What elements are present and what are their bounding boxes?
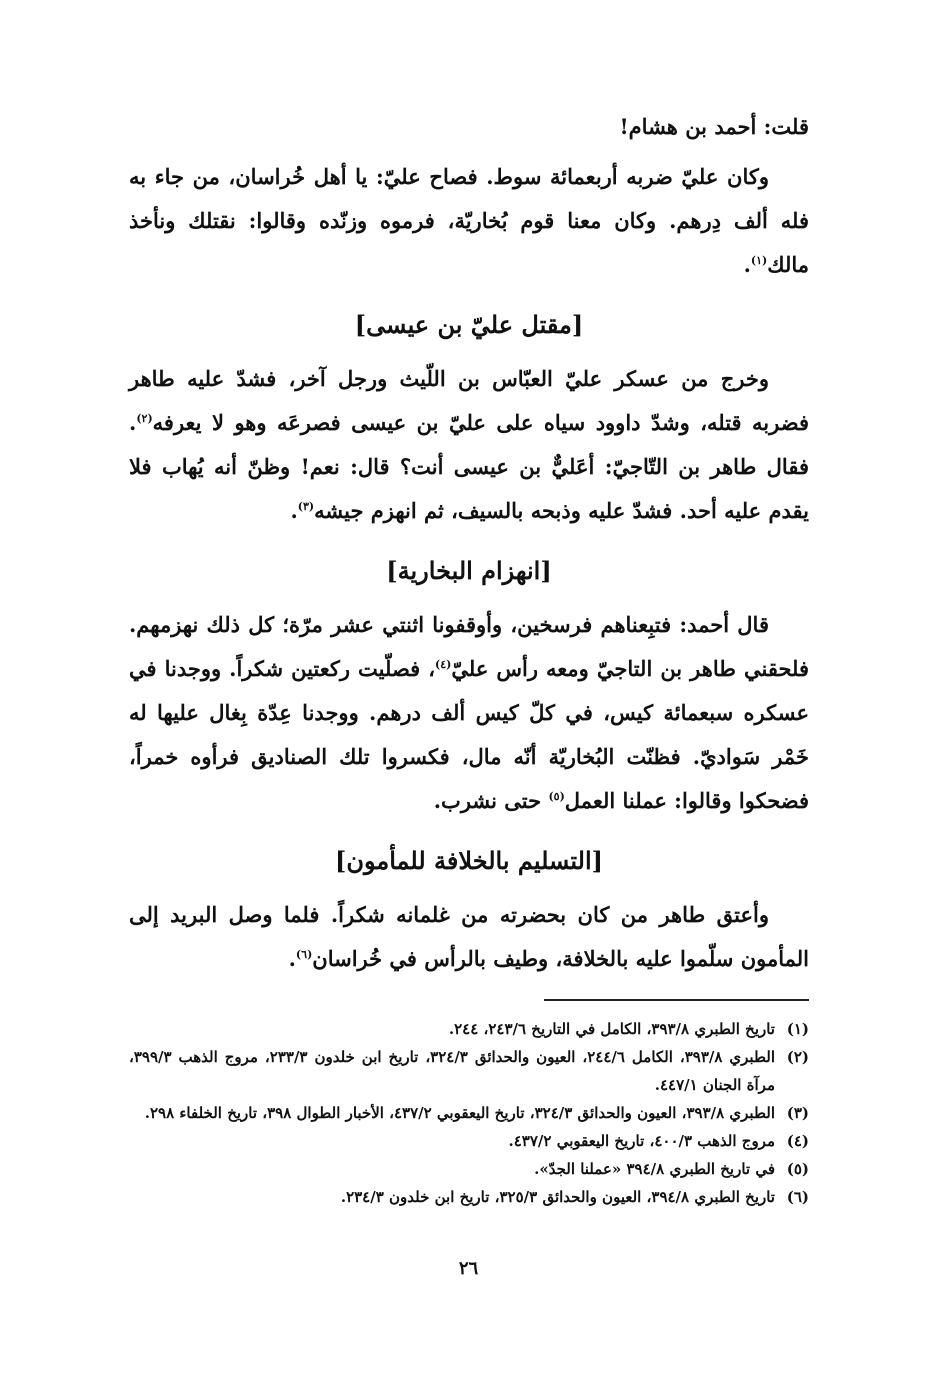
footnote-number: (٥) — [786, 1160, 809, 1178]
footnote-number: (٣) — [786, 1104, 809, 1122]
footnote-text: تاريخ الطبري ٣٩٣/٨، الكامل في التاريخ ٢٤٣/٦، ٢٤٤. — [448, 1020, 775, 1038]
paragraph-3-text-a: قال أحمد: فتبِعناهم فرسخين، وأوقفونا اثنتي عشر مرّة؛ كل ذلك نهزمهم. فلحقني طاهر بن التاجيّ ومعه رأس عليّ — [129, 612, 809, 681]
intro-line: قلت: أحمد بن هشام! — [619, 114, 809, 139]
paragraph-1-text: وكان عليّ ضربه أربعمائة سوط. فصاح عليّ: يا أهل خُراسان، من جاء به فله ألف دِرهم. وكان معنا قوم بُخاريّة، فرموه وزنّده وقالوا: نقتلك ونأخذ مالك — [129, 164, 809, 277]
paragraph-1 — [129, 155, 809, 287]
footnote-number: (٢) — [786, 1048, 809, 1066]
footnote-ref-1: (١) — [750, 254, 768, 267]
footnote-number: (١) — [786, 1020, 809, 1038]
footnote-item — [129, 1127, 809, 1155]
paragraph-2 — [129, 357, 809, 533]
footnote-item — [129, 1015, 809, 1043]
paragraph-4-text-a: وأعتق طاهر من كان بحضرته من غلمانه شكراً. فلما وصل البريد إلى المأمون سلّموا عليه بالخلافة، وطيف بالرأس في خُراسان — [129, 902, 809, 971]
footnote-text: الطبري ٣٩٣/٨، العيون والحدائق ٣٢٤/٣، تاريخ اليعقوبي ٤٣٧/٢، الأخبار الطوال ٣٩٨، تاريخ الخلفاء ٢٩٨. — [144, 1104, 775, 1122]
section-heading-2: [انهزام البخارية] — [386, 556, 552, 585]
paragraph-3 — [129, 603, 809, 823]
paragraph-1-end: . — [743, 252, 751, 277]
footnote-item — [129, 1155, 809, 1183]
section-heading-1: [مقتل عليّ بن عيسى] — [354, 310, 584, 339]
paragraph-2-text-c: . — [290, 498, 298, 523]
paragraph-3-text-c: حتى نشرب. — [433, 788, 549, 813]
footnote-ref-4: (٤) — [435, 658, 452, 671]
footnote-text: الطبري ٣٩٣/٨، الكامل ٢٤٤/٦، العيون والحدائق ٣٢٤/٣، تاريخ ابن خلدون ٢٣٣/٣، مروج الذهب ٣٩٩/٣، مرآة الجنان ٤٤٧/١. — [129, 1048, 775, 1094]
footnote-ref-2: (٢) — [136, 412, 153, 425]
paragraph-2-text-b: . فقال طاهر بن التّاجيّ: أعَليٌّ بن عيسى أنت؟ قال: نعم! وظنّ أنه يُهاب فلا يقدم عليه أحد. فشدّ عليه وذبحه بالسيف، ثم انهزم جيشه — [129, 410, 809, 523]
footnote-text: تاريخ الطبري ٣٩٤/٨، العيون والحدائق ٣٢٥/٣، تاريخ ابن خلدون ٢٣٤/٣. — [340, 1188, 775, 1206]
footnotes — [129, 1015, 809, 1211]
footnote-item — [129, 1183, 809, 1211]
page-content — [129, 105, 809, 1211]
paragraph-4 — [129, 893, 809, 981]
footnote-text: مروج الذهب ٤٠٠/٣، تاريخ اليعقوبي ٤٣٧/٢. — [508, 1132, 775, 1150]
footnote-divider — [544, 999, 809, 1001]
footnote-text: في تاريخ الطبري ٣٩٤/٨ «عملنا الجدّ». — [534, 1160, 775, 1178]
paragraph-2-text-a: وخرج من عسكر عليّ العبّاس بن اللّيث ورجل آخر، فشدّ عليه طاهر فضربه قتله، وشدّ داوود سياه على عليّ بن عيسى فصرعَه وهو لا يعرفه — [129, 366, 809, 435]
footnote-ref-5: (٥) — [548, 790, 565, 803]
footnote-number: (٤) — [786, 1132, 809, 1150]
section-heading-3: [التسليم بالخلافة للمأمون] — [335, 846, 603, 875]
footnote-ref-6: (٦) — [295, 948, 313, 961]
page-number: ٢٦ — [458, 1258, 479, 1279]
footnote-item — [129, 1043, 809, 1099]
paragraph-3-text-b: ، فصلّيت ركعتين شكراً. ووجدنا في عسكره سبعمائة كيس، في كلّ كيس ألف درهم. ووجدنا عِدّة بِغال عليها له خَمْر سَواديّ. فظنّت البُخاريّة أنّه مال، فكسروا تلك الصناديق فرأوه خمراً، فضحكوا وقالوا: عملنا العمل — [129, 656, 809, 813]
paragraph-4-text-b: . — [288, 946, 296, 971]
footnote-item — [129, 1099, 809, 1127]
footnote-ref-3: (٣) — [297, 500, 315, 513]
footnote-number: (٦) — [786, 1188, 809, 1206]
